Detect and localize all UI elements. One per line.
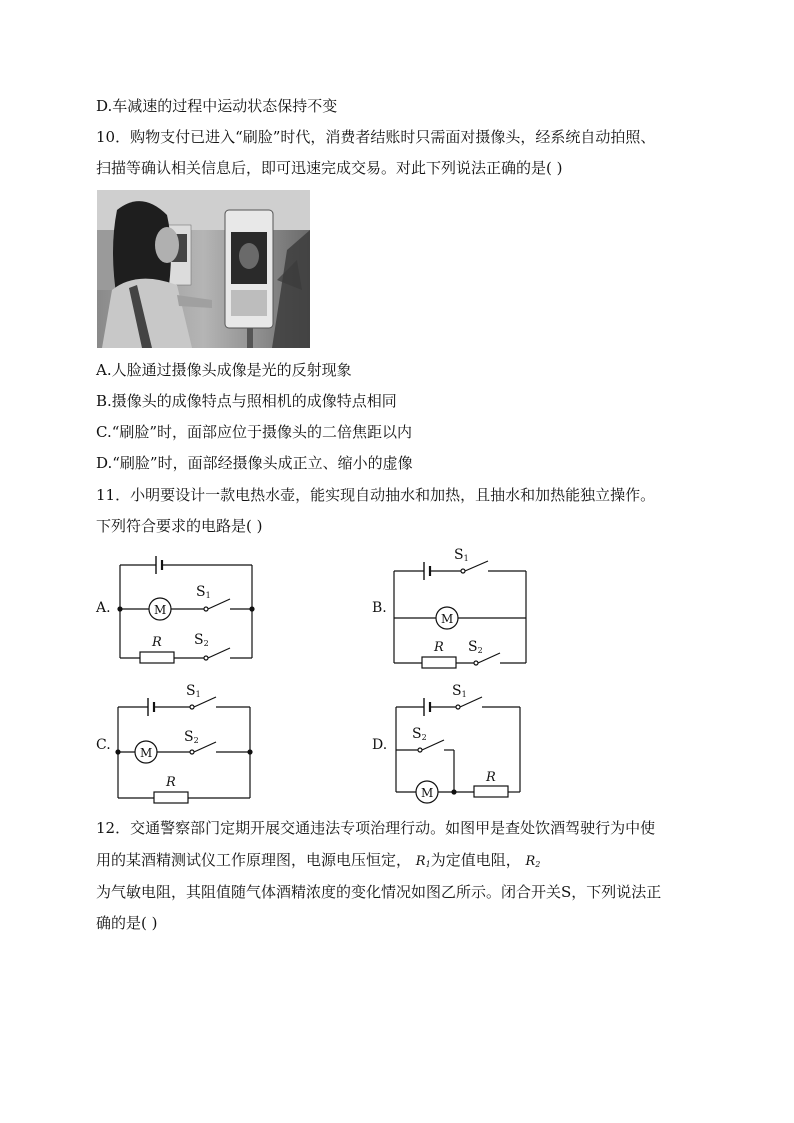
q10-stem-line1: 10．购物支付已进入“刷脸”时代，消费者结账时只需面对摄像头，经系统自动拍照、 <box>96 128 656 146</box>
circuit-a-letter: A. <box>96 600 111 616</box>
circuit-d-letter: D. <box>372 737 388 753</box>
circuit-b-diagram <box>388 545 538 670</box>
circuit-d-diagram <box>388 682 538 807</box>
circuit-b-resistor-label: R <box>434 640 444 655</box>
circuit-c-motor-label: M <box>140 746 153 760</box>
circuit-d-switch2-label: $S_2$ <box>412 726 427 742</box>
circuit-b-switch2-label: $S_2$ <box>468 639 483 655</box>
q10-option-b: B.摄像头的成像特点与照相机的成像特点相同 <box>96 392 397 410</box>
circuit-c-switch2-label: $S_2$ <box>184 729 199 745</box>
q12-r1-symbol: $R_1$ <box>415 854 431 869</box>
circuit-b-letter: B. <box>372 600 387 616</box>
circuit-c-letter: C. <box>96 737 111 753</box>
circuit-b-switch1-label: $S_1$ <box>454 547 469 563</box>
q12-stem-line3: 为气敏电阻，其阻值随气体酒精浓度的变化情况如图乙所示。闭合开关S，下列说法正 <box>96 883 662 901</box>
circuit-a-switch1-label: $S_1$ <box>196 584 211 600</box>
q11-stem-line1: 11．小明要设计一款电热水壶，能实现自动抽水和加热，且抽水和加热能独立操作。 <box>96 486 656 504</box>
q10-stem-line2: 扫描等确认相关信息后，即可迅速完成交易。对此下列说法正确的是( ) <box>96 159 563 177</box>
circuit-d-switch1-label: $S_1$ <box>452 683 467 699</box>
q11-stem-line2: 下列符合要求的电路是( ) <box>96 517 263 535</box>
q12-r2-symbol: $R_2$ <box>525 854 541 869</box>
q10-option-d: D.“刷脸”时，面部经摄像头成正立、缩小的虚像 <box>96 454 413 472</box>
circuit-b-motor-label: M <box>441 612 454 626</box>
q12-stem-line4: 确的是( ) <box>96 914 158 932</box>
circuit-a-motor-label: M <box>154 603 167 617</box>
circuit-c-resistor-label: R <box>166 775 176 790</box>
circuit-d-motor-label: M <box>421 786 434 800</box>
circuit-c-diagram <box>112 682 262 807</box>
q12-stem-line1: 12．交通警察部门定期开展交通违法专项治理行动。如图甲是查处饮酒驾驶行为中使 <box>96 819 656 837</box>
face-payment-photo <box>97 190 310 348</box>
q10-option-c: C.“刷脸”时，面部应位于摄像头的二倍焦距以内 <box>96 423 413 441</box>
circuit-c-switch1-label: $S_1$ <box>186 683 201 699</box>
circuit-a-diagram <box>112 550 262 665</box>
q12-stem-line2: 用的某酒精测试仪工作原理图，电源电压恒定， $R_1$为定值电阻， $R_2$ <box>96 851 541 869</box>
circuit-a-switch2-label: $S_2$ <box>194 632 209 648</box>
q9-option-d: D.车减速的过程中运动状态保持不变 <box>96 97 338 115</box>
circuit-d-resistor-label: R <box>486 770 496 785</box>
q10-option-a: A.人脸通过摄像头成像是光的反射现象 <box>96 361 352 379</box>
circuit-a-resistor-label: R <box>152 635 162 650</box>
